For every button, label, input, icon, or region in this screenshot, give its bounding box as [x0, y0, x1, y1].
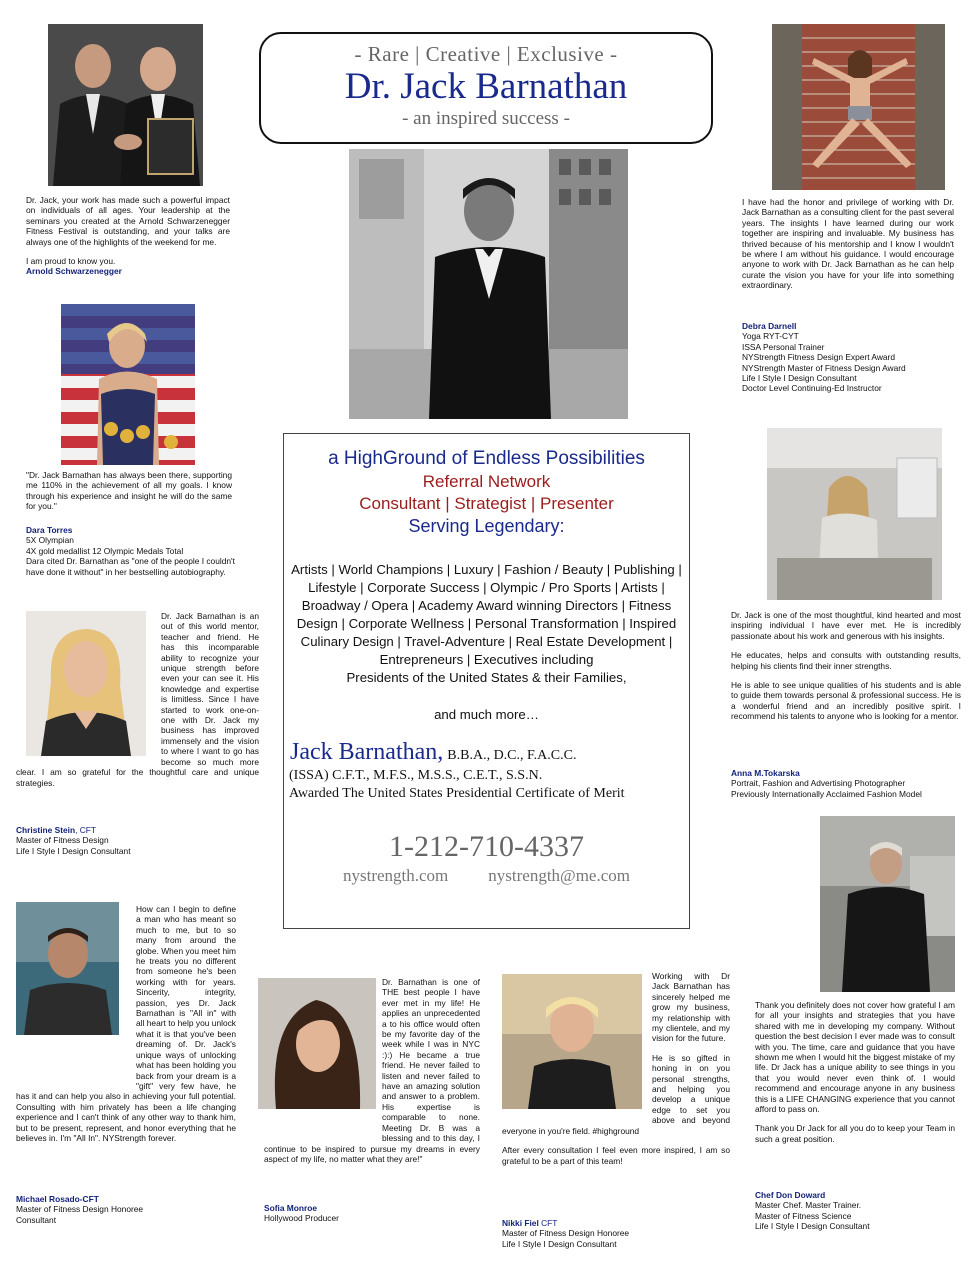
christine-cred-1: Master of Fitness Design: [16, 835, 109, 846]
arnold-name: Arnold Schwarzenegger: [26, 266, 122, 277]
nikki-cred-2: Life I Style I Design Consultant: [502, 1238, 617, 1249]
sofia-quote: Dr. Barnathan is one of THE best people I have ever met in my life! He applies an unprecedented a to his office would often be my favorite day of the week while I was in NYC :):) He became a true friend. He never failed to listen and never failed to have an amazing solution and answer to a problem. His expertise is comparable to none. Meeting Dr. B was a blessing and to this day, I continue to be inspired to pursue my dreams in every aspect of my life, no matter what they are!": [264, 977, 480, 1164]
phone-number[interactable]: 1-212-710-4337: [389, 830, 584, 863]
website-link[interactable]: nystrength.com: [342, 866, 449, 885]
signature-block: [290, 739, 689, 802]
serving-heading: Serving Legendary:: [408, 516, 565, 536]
michael-cred-1: Master of Fitness Design Honoree: [16, 1204, 144, 1215]
dara-name: Dara Torres: [26, 525, 73, 535]
dara-photo: [61, 304, 195, 465]
anna-quote: Dr. Jack is one of the most thoughtful, kind hearted and most inspiring individual I have ever met. He is incredibly passionate about his work and generous with his insights.: [731, 610, 961, 641]
christine-name: Christine Stein: [16, 825, 76, 835]
anna-credentials: [731, 768, 961, 799]
dara-credentials: [26, 525, 236, 577]
michael-cred-2: Consultant: [16, 1214, 57, 1225]
header-box: [259, 32, 713, 144]
nikki-name-suffix: CFT: [538, 1218, 558, 1228]
michael-name: Michael Rosado: [16, 1194, 80, 1204]
client-list: Artists | World Champions | Luxury | Fashion / Beauty | Publishing | Lifestyle | Corporate Success | Olympic / Pro Sports | Artists | Broadway / Opera | Academy Award winning Directors | Fitness Design | Corporate Wellness | Personal Transformation | Inspired Culinary Design | Travel-Adventure | Real Estate Development | Entrepreneurs | Executives including: [291, 562, 682, 667]
don-photo: [820, 816, 955, 992]
sofia-cred-1: Hollywood Producer: [264, 1213, 339, 1224]
arnold-quote-2: I am proud to know you.: [26, 256, 116, 267]
roles-heading: Consultant | Strategist | Presenter: [359, 494, 614, 513]
anna-name: Anna M.Tokarska: [731, 768, 800, 778]
debra-cred-1: Yoga RYT-CYT: [742, 331, 799, 342]
nikki-quote: Working with Dr Jack Barnathan has sincerely helped me grow my business, my relationship with my clientele, and my vision for the future.: [652, 971, 730, 1044]
don-name: Chef Don Doward: [755, 1190, 826, 1200]
nikki-quote-3: After every consultation I feel even more inspired, I am so grateful to be a part of this team!: [502, 1145, 730, 1166]
don-testimonial: [755, 1000, 955, 1144]
christine-credentials: [16, 825, 236, 856]
dara-cred-2: 4X gold medallist 12 Olympic Medals Total: [26, 545, 184, 556]
services-heading: a HighGround of Endless Possibilities: [328, 448, 645, 469]
anna-quote-2: He educates, helps and consults with outstanding results, helping his clients find their inner strengths.: [731, 650, 961, 671]
services-box: [283, 433, 690, 929]
christine-cred-2: Life I Style I Design Consultant: [16, 845, 131, 856]
sofia-testimonial: [264, 977, 480, 1164]
debra-cred-2: ISSA Personal Trainer: [742, 341, 825, 352]
christine-quote: Dr. Jack Barnathan is an out of this world mentor, teacher and friend. He has this incomparable ability to recognize your unique strength before even your can see it. His knowledge and expertise is limitless. Since I have started to work one-on-one with Dr. Jack my business has improved immensely and the vision to where I want to go has become so much more clear. I am so grateful for the thoughtful care and unique strategies.: [16, 611, 259, 788]
anna-quote-3: He is able to see unique qualities of his students and is able to guide them towards personal & professional success. He is a wonderful friend and an incredibly positive spirit. I recommend his talents to anyone who is looking for a mentor.: [731, 680, 961, 722]
nikki-cred-1: Master of Fitness Design Honoree: [502, 1228, 630, 1239]
don-cred-3: Life I Style I Design Consultant: [755, 1221, 870, 1232]
dara-cred-3: Dara cited Dr. Barnathan as "one of the people I couldn't have done it without" in her bestselling autobiography.: [26, 556, 235, 577]
christine-name-suffix: , CFT: [75, 825, 97, 835]
debra-cred-6: Doctor Level Continuing-Ed Instructor: [742, 383, 882, 394]
sofia-credentials: [264, 1203, 474, 1224]
don-quote: Thank you definitely does not cover how grateful I am for all your insights and strategies that you have shared with me in developing my company. Without question the best decision I ever made was to consult with you. The time, care and guidance that you have shown me when I would hit the biggest mistake of my life. Dr Jack has a unique ability to see things in you that you would never even think of. I would recommend and encourage anyone in any business this is a LIFE CHANGING experience that you cannot afford to pass on.: [755, 1000, 955, 1115]
page-title: Dr. Jack Barnathan: [344, 66, 628, 107]
signature-degrees: B.B.A., D.C., F.A.C.C.: [447, 748, 577, 763]
anna-cred-2: Previously Internationally Acclaimed Fashion Model: [731, 788, 922, 799]
sofia-name: Sofia Monroe: [264, 1203, 318, 1213]
debra-cred-3: NYStrength Fitness Design Expert Award: [742, 352, 895, 363]
nikki-testimonial: [502, 971, 730, 1166]
dara-cred-1: 5X Olympian: [26, 535, 74, 546]
arnold-photo: [48, 24, 203, 186]
debra-quote: I have had the honor and privilege of working with Dr. Jack Barnathan as a consulting client for the past several years. The insights I have learned during our work together are inspiring and invaluable. My business has thrived because of his mentorship and I know I wouldn't be where I am without his guidance. I would encourage anyone to work with Dr. Jack Barnathan as he can help curate the vision you have for your life into something extraordinary.: [742, 197, 954, 291]
email-link[interactable]: nystrength@me.com: [488, 866, 630, 885]
don-cred-2: Master of Fitness Science: [755, 1210, 852, 1221]
arnold-testimonial: [26, 195, 230, 277]
signature-award: Awarded The United States Presidential Certificate of Merit: [289, 786, 625, 801]
christine-testimonial: [16, 611, 259, 788]
debra-name: Debra Darnell: [742, 321, 797, 331]
anna-photo: [767, 428, 942, 600]
header-tagline: - Rare | Creative | Exclusive -: [354, 42, 618, 66]
don-quote-2: Thank you Dr Jack for all you do to keep your Team in such a great position.: [755, 1123, 956, 1144]
anna-testimonial: [731, 610, 961, 722]
michael-testimonial: [16, 904, 236, 1143]
michael-quote: How can I begin to define a man who has meant so much to me, but to so many from around the globe. When you meet him he treats you no different from someone he's been working with for years. Sincerity, integrity, passion, yes Dr. Jack Barnathan is "All in" with all heart to help you unlock what it is that you've been dreaming of. Dr. Jack's unique ways of unlocking what has been holding you back from your dream is a "gift" very few have, he has it and can help you also in achieving your full potential. Consulting with him privately has been a life changing experience and I can't think of any other way to thank him, but to be present, represent, and honor everything that he believes in. I'm "All In". NYStrength forever.: [16, 904, 236, 1143]
referral-network-heading: Referral Network: [422, 472, 551, 491]
don-cred-1: Master Chef. Master Trainer.: [755, 1200, 862, 1211]
nikki-quote-2: He is so gifted in honing in on you personal strengths, and helping you develop a unique edge to set you above and beyond everyone in you're field. #highground: [502, 1052, 730, 1136]
nikki-credentials: [502, 1218, 722, 1249]
debra-cred-5: Life I Style I Design Consultant: [742, 373, 857, 384]
dara-testimonial: [26, 470, 232, 512]
jack-portrait-photo: [349, 149, 628, 419]
nikki-name: Nikki Fiel: [502, 1218, 539, 1228]
michael-credentials: [16, 1194, 236, 1225]
header-subtitle: - an inspired success -: [402, 108, 570, 129]
signature-name: Jack Barnathan,: [290, 739, 444, 765]
michael-name-suffix: -CFT: [79, 1194, 99, 1204]
signature-certifications: (ISSA) C.F.T., M.F.S., M.S.S., C.E.T., S.S.N.: [289, 768, 543, 783]
debra-photo: [772, 24, 945, 190]
debra-cred-4: NYStrength Master of Fitness Design Award: [742, 362, 906, 373]
don-credentials: [755, 1190, 955, 1232]
debra-testimonial: [742, 197, 954, 291]
anna-cred-1: Portrait, Fashion and Advertising Photographer: [731, 778, 906, 789]
much-more-line: and much more…: [434, 707, 539, 722]
contact-links: [284, 866, 689, 886]
dara-quote: "Dr. Jack Barnathan has always been there, supporting me 110% in the achievement of all my goals. I know through his experience and insight he will do the same for you.": [26, 470, 232, 512]
presidents-line: Presidents of the United States & their Families,: [346, 670, 627, 685]
arnold-quote: Dr. Jack, your work has made such a powerful impact on individuals of all ages. Your leadership at the seminars you created at the Arnold Schwarzenegger Fitness Festival is outstanding, and your talks are always one of the highlights of the weekend for me.: [26, 195, 230, 247]
debra-credentials: [742, 321, 956, 394]
